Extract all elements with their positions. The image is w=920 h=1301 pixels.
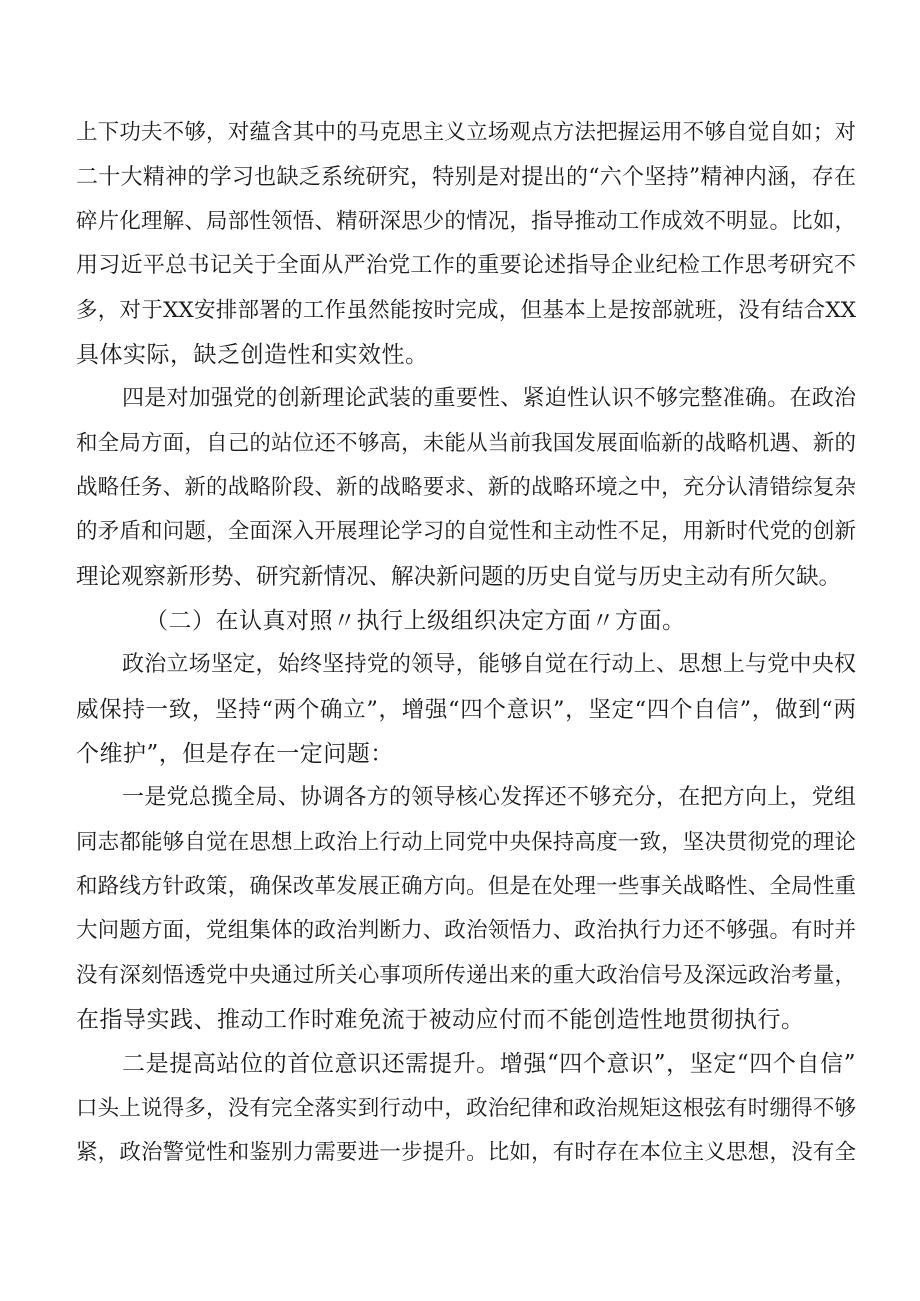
paragraph-1-line-3: 碎片化理解、局部性领悟、精研深思少的情况，指导推动工作成效不明显。比如， xyxy=(76,209,856,234)
paragraph-1-line-2: 二十大精神的学习也缺乏系统研究，特别是对提出的“六个坚持”精神内涵，存在 xyxy=(76,165,856,190)
section-heading: （二）在认真对照〃执行上级组织决定方面〃方面。 xyxy=(145,608,686,634)
paragraph-4-line-4: 大问题方面，党组集体的政治判断力、政治领悟力、政治执行力还不够强。有时并 xyxy=(76,918,856,943)
paragraph-2-line-1: 四是对加强党的创新理论武装的重要性、紧迫性认识不够完整准确。在政治 xyxy=(122,386,856,411)
paragraph-3-line-3: 个维护”，但是存在一定问题： xyxy=(76,741,394,767)
paragraph-5-line-2: 口头上说得多，没有完全落实到行动中，政治纪律和政治规矩这根弦有时绷得不够 xyxy=(76,1096,856,1121)
paragraph-5-line-1: 二是提高站位的首位意识还需提升。增强“四个意识”，坚定“四个自信” xyxy=(122,1051,856,1077)
paragraph-5-line-3: 紧，政治警觉性和鉴别力需要进一步提升。比如，有时存在本位主义思想，没有全 xyxy=(76,1140,856,1165)
paragraph-4-line-1: 一是党总揽全局、协调各方的领导核心发挥还不够充分，在把方向上，党组 xyxy=(122,785,856,810)
paragraph-4-line-3: 和路线方针政策，确保改革发展正确方向。但是在处理一些事关战略性、全局性重 xyxy=(76,874,856,899)
paragraph-4-line-6: 在指导实践、推动工作时难免流于被动应付而不能创造性地贯彻执行。 xyxy=(76,1007,805,1033)
paragraph-1-line-1: 上下功夫不够，对蕴含其中的马克思主义立场观点方法把握运用不够自觉自如；对 xyxy=(76,120,856,145)
paragraph-1-line-5: 多，对于XX安排部署的工作虽然能按时完成，但基本上是按部就班，没有结合XX xyxy=(76,298,856,323)
paragraph-2-line-5: 理论观察新形势、研究新情况、解决新问题的历史自觉与历史主动有所欠缺。 xyxy=(76,564,842,590)
paragraph-1-line-4: 用习近平总书记关于全面从严治党工作的重要论述指导企业纪检工作思考研究不 xyxy=(76,253,856,278)
paragraph-2-line-3: 战略任务、新的战略阶段、新的战略要求、新的战略环境之中，充分认清错综复杂 xyxy=(76,475,856,500)
paragraph-4-line-5: 没有深刻悟透党中央通过所关心事项所传递出来的重大政治信号及深远政治考量， xyxy=(76,963,856,988)
paragraph-1-line-6: 具体实际，缺乏创造性和实效性。 xyxy=(76,342,429,368)
paragraph-2-line-2: 和全局方面，自己的站位还不够高，未能从当前我国发展面临新的战略机遇、新的 xyxy=(76,431,856,456)
paragraph-4-line-2: 同志都能够自觉在思想上政治上行动上同党中央保持高度一致，坚决贯彻党的理论 xyxy=(76,830,856,855)
paragraph-2-line-4: 的矛盾和问题，全面深入开展理论学习的自觉性和主动性不足，用新时代党的创新 xyxy=(76,519,856,544)
paragraph-3-line-1: 政治立场坚定，始终坚持党的领导，能够自觉在行动上、思想上与党中央权 xyxy=(122,652,856,677)
paragraph-3-line-2: 威保持一致，坚持“两个确立”，增强“四个意识”，坚定“四个自信”，做到“两 xyxy=(76,697,856,723)
